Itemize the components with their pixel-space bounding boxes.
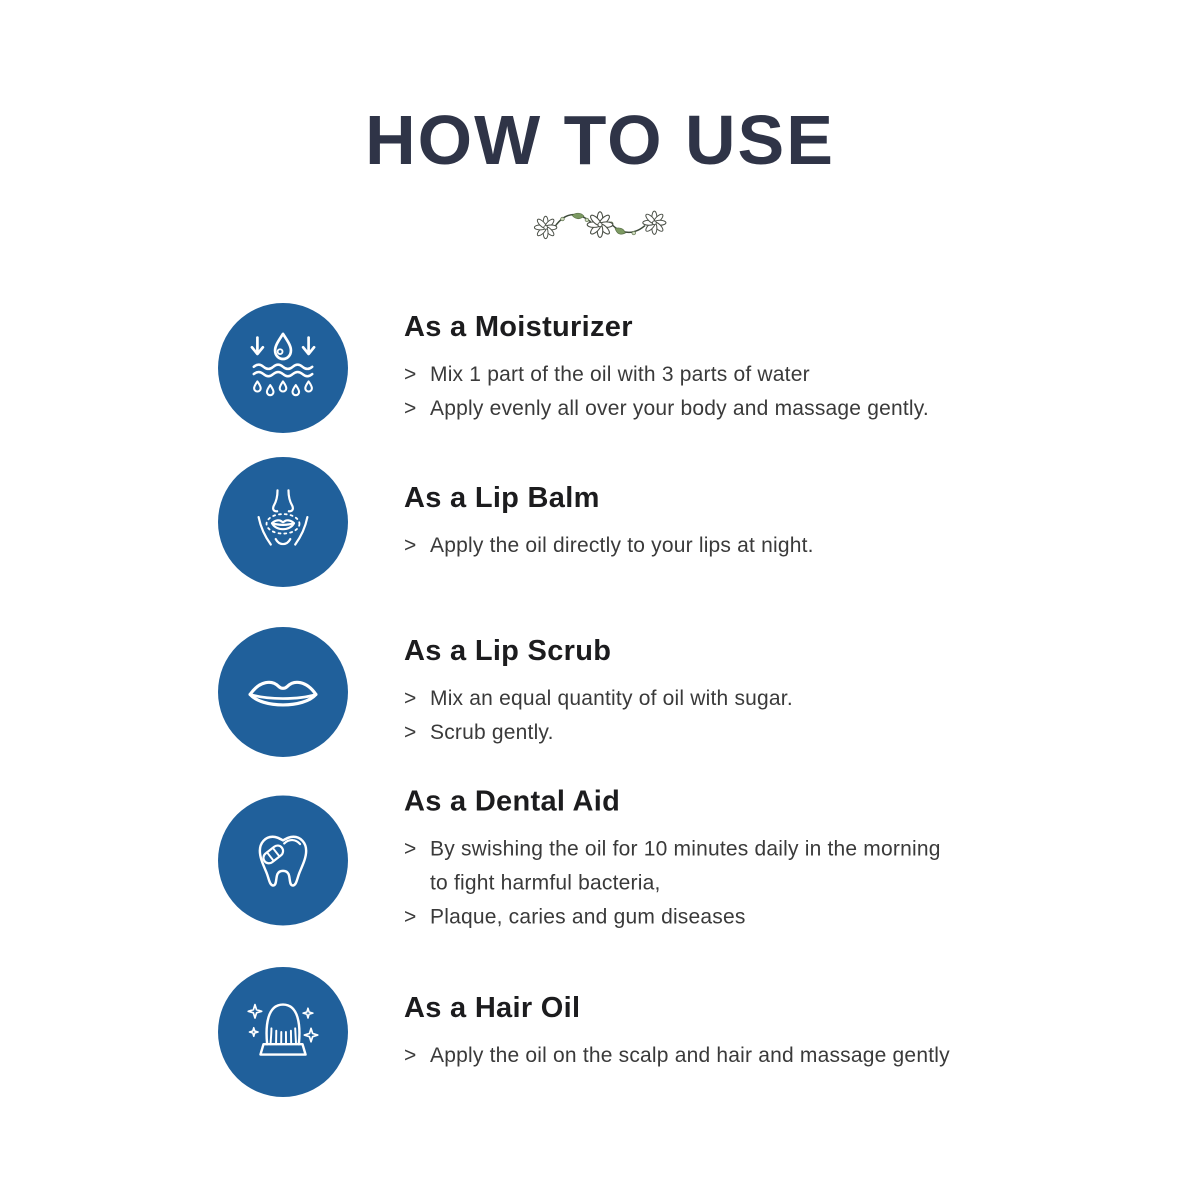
tooth-bacteria-icon	[218, 795, 348, 925]
bullet-item	[404, 1039, 950, 1073]
bullet-marker: >	[404, 533, 417, 557]
section-heading: As a Hair Oil	[404, 991, 581, 1024]
section-heading: As a Lip Balm	[404, 481, 600, 514]
bullet-text: Plaque, caries and gum diseases	[430, 905, 746, 929]
bullet-text: Apply the oil directly to your lips at night.	[430, 533, 814, 557]
section-lip-scrub	[218, 627, 1118, 757]
bullet-text: Mix 1 part of the oil with 3 parts of water	[430, 362, 810, 386]
section-lip-balm	[218, 457, 1118, 587]
page-title: HOW TO USE	[365, 101, 835, 179]
bullet-marker: >	[404, 720, 417, 744]
bullet-item	[404, 901, 941, 935]
lip-balm-face-icon	[218, 457, 348, 587]
bullet-item	[404, 716, 793, 750]
bullet-text: Apply the oil on the scalp and hair and massage gently	[430, 1043, 950, 1067]
section-moisturizer	[218, 303, 1118, 433]
bullet-text-line2: to fight harmful bacteria,	[430, 871, 661, 895]
bullet-item	[404, 392, 929, 426]
bullet-text: Scrub gently.	[430, 720, 554, 744]
hair-wig-icon	[218, 967, 348, 1097]
bullet-text: By swishing the oil for 10 minutes daily in the morning	[430, 837, 941, 861]
bullet-marker: >	[404, 837, 417, 861]
section-heading: As a Lip Scrub	[404, 634, 612, 667]
bullet-marker: >	[404, 1043, 417, 1067]
bullet-marker: >	[404, 362, 417, 386]
floral-vine-divider	[525, 204, 675, 248]
bullet-item	[404, 358, 929, 392]
lips-icon	[218, 627, 348, 757]
bullet-item	[404, 529, 814, 563]
bullet-marker: >	[404, 396, 417, 420]
bullet-marker: >	[404, 905, 417, 929]
bullet-marker: >	[404, 686, 417, 710]
bullet-text: Mix an equal quantity of oil with sugar.	[430, 686, 793, 710]
section-heading: As a Moisturizer	[404, 310, 633, 343]
section-dental-aid	[218, 786, 1118, 935]
section-hair-oil	[218, 967, 1118, 1097]
section-heading: As a Dental Aid	[404, 785, 621, 818]
moisturizer-drops-icon	[218, 303, 348, 433]
floral-vine-icon	[525, 204, 675, 247]
bullet-item	[404, 682, 793, 716]
bullet-text: Apply evenly all over your body and massage gently.	[430, 396, 929, 420]
bullet-item	[404, 833, 941, 901]
